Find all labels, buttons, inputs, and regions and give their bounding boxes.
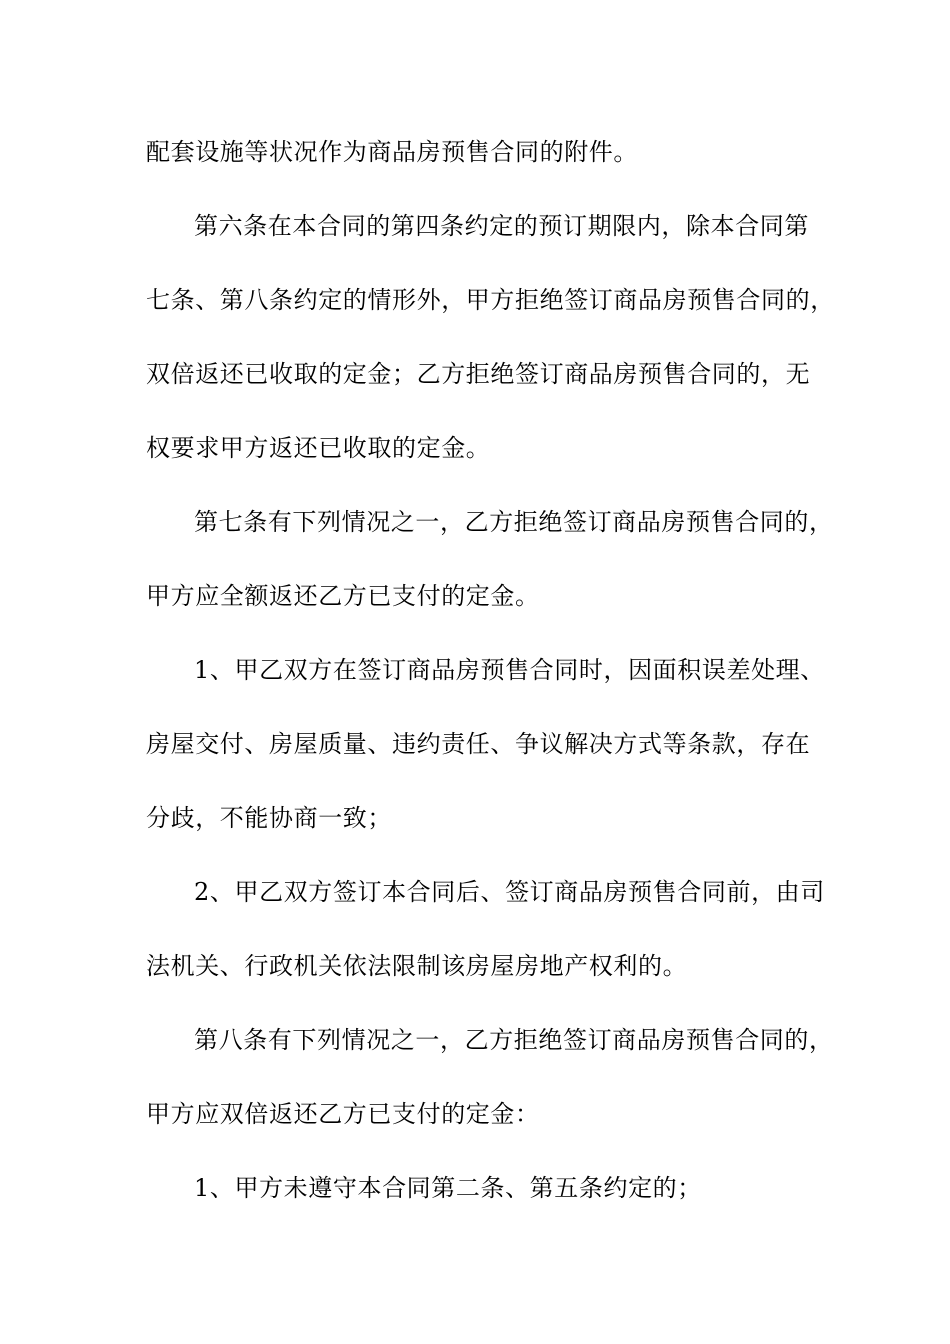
article-7-first-line: 第七条有下列情况之一，乙方拒绝签订商品房预售合同的， [194, 508, 834, 536]
article-8-first-line: 第八条有下列情况之一，乙方拒绝签订商品房预售合同的， [194, 1026, 834, 1054]
text-line: 甲方应全额返还乙方已支付的定金。 [146, 582, 540, 610]
text-line: 法机关、行政机关依法限制该房屋房地产权利的。 [146, 952, 688, 980]
clause-8-1-first-line: 1、甲方未遵守本合同第二条、第五条约定的； [194, 1174, 702, 1202]
text-line: 分歧，不能协商一致； [146, 804, 392, 832]
clause-7-1-first-line: 1、甲乙双方在签订商品房预售合同时，因面积误差处理、 [194, 656, 825, 684]
clause-7-2-first-line: 2、甲乙双方签订本合同后、签订商品房预售合同前，由司 [194, 878, 825, 906]
article-6-first-line: 第六条在本合同的第四条约定的预订期限内，除本合同第 [194, 212, 809, 240]
text-line: 房屋交付、房屋质量、违约责任、争议解决方式等条款，存在 [146, 730, 811, 758]
text-line: 七条、第八条约定的情形外，甲方拒绝签订商品房预售合同的， [146, 286, 835, 314]
text-line: 甲方应双倍返还乙方已支付的定金： [146, 1100, 540, 1128]
text-line: 配套设施等状况作为商品房预售合同的附件。 [146, 138, 638, 166]
text-line: 双倍返还已收取的定金；乙方拒绝签订商品房预售合同的，无 [146, 360, 811, 388]
text-line: 权要求甲方返还已收取的定金。 [146, 434, 491, 462]
